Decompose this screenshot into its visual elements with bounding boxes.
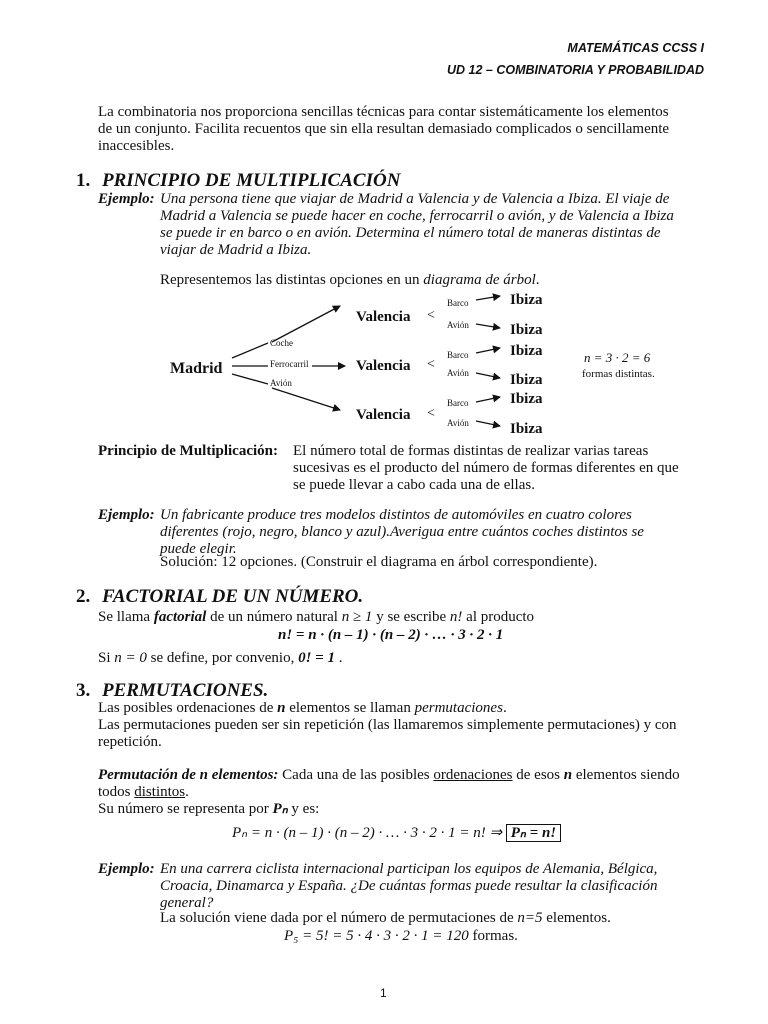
intro-line-2: de un conjunto. Facilita recuentos que sin ella resultan demasiado complicados o sencillamente <box>98 121 670 137</box>
tree-branch-coche: Coche <box>270 338 293 348</box>
tree-leaf-barco-2: Barco <box>447 350 469 360</box>
factorial-definition <box>98 609 534 625</box>
permutations-types-line-1: Las permutaciones pueden ser sin repetición (las llamaremos simplemente permutaciones) y con <box>98 717 677 733</box>
factorial-conv-text-3: . <box>334 650 343 666</box>
permutation-definition-line-1 <box>98 767 680 783</box>
tree-node-valencia-1: Valencia <box>356 309 411 325</box>
permutation-definition-line-2 <box>98 784 189 800</box>
example-2-line-3: puede elegir. <box>160 541 237 557</box>
factorial-formula: n! = n · (n – 1) · (n – 2) · … · 3 · 2 · 1 <box>278 627 504 643</box>
perm-intro-n: n <box>277 700 286 716</box>
factorial-conv-text-1: Si <box>98 650 115 666</box>
perm-def-text-5: . <box>185 784 189 800</box>
tree-intro-text: Representemos las distintas opciones en un <box>160 272 424 288</box>
permutation-notation <box>98 801 319 817</box>
header-unit: UD 12 – COMBINATORIA Y PROBABILIDAD <box>447 63 704 77</box>
section-3-title: PERMUTACIONES. <box>102 680 269 701</box>
example-3-line-2: Croacia, Dinamarca y España. ¿De cuántas formas puede resultar la clasificación <box>160 878 658 894</box>
factorial-conv-value: 0! = 1 <box>298 650 335 666</box>
factorial-conv-condition: n = 0 <box>114 650 147 666</box>
section-3-number: 3. <box>76 680 91 701</box>
perm-notation-end: y es: <box>287 801 320 817</box>
perm-def-text-2: de esos <box>512 767 564 783</box>
perm-intro-text-1: Las posibles ordenaciones de <box>98 700 278 716</box>
example-3-line-3: general? <box>160 895 214 911</box>
example-3-sol-end: elementos. <box>542 910 611 926</box>
section-2-heading <box>76 586 363 608</box>
tree-leaf-avion-1: Avión <box>447 320 469 330</box>
tree-leaf-ibiza-4: Ibiza <box>510 372 543 388</box>
permutations-intro <box>98 700 507 716</box>
perm-def-n: n <box>563 767 573 783</box>
example-3-line-1: En una carrera ciclista internacional participan los equipos de Alemania, Bélgica, <box>160 861 658 877</box>
tree-leaf-avion-2: Avión <box>447 368 469 378</box>
perm-intro-term: permutaciones <box>414 700 503 716</box>
example-1-line-2: Madrid a Valencia se puede hacer en coche, ferrocarril o avión, y de Valencia a Ibiza <box>160 208 674 224</box>
perm-def-text-1: Cada una de las posibles <box>278 767 434 783</box>
intro-line-1: La combinatoria nos proporciona sencillas técnicas para contar sistemáticamente los elementos <box>98 104 669 120</box>
tree-leaf-ibiza-6: Ibiza <box>510 421 543 437</box>
tree-node-valencia-3: Valencia <box>356 407 411 423</box>
perm-intro-text-3: . <box>502 700 507 716</box>
permutation-formula <box>232 823 561 842</box>
factorial-conv-text-2: se define, por convenio, <box>146 650 299 666</box>
example-1-line-3: se puede ir en barco o en avión. Determina el número total de maneras distintas de <box>160 225 661 241</box>
section-1-title: PRINCIPIO DE MULTIPLICACIÓN <box>102 170 401 191</box>
example-3-sol-n: n=5 <box>517 910 543 926</box>
section-2-number: 2. <box>76 586 91 607</box>
tree-leaf-ibiza-5: Ibiza <box>510 391 543 407</box>
example-3-sol-text: La solución viene dada por el número de permutaciones de <box>160 910 518 926</box>
factorial-def-text-2: de un número natural <box>206 609 342 625</box>
example-2-line-2: diferentes (rojo, negro, blanco y azul).Averigua entre cuántos coches distintos se <box>160 524 644 540</box>
tree-leaf-ibiza-2: Ibiza <box>510 322 543 338</box>
perm-formula-boxed: Pₙ = n! <box>506 824 561 842</box>
tree-node-valencia-2: Valencia <box>356 358 411 374</box>
page-number: 1 <box>380 986 387 1000</box>
factorial-def-term: factorial <box>153 609 207 625</box>
tree-intro-emphasis: diagrama de árbol <box>423 272 536 288</box>
example-2-line-1: Un fabricante produce tres modelos distintos de automóviles en cuatro colores <box>160 507 632 523</box>
tree-brace-3: < <box>427 406 435 421</box>
tree-leaf-barco-1: Barco <box>447 298 469 308</box>
factorial-def-text-1: Se llama <box>98 609 154 625</box>
factorial-def-text-4: al producto <box>462 609 535 625</box>
tree-leaf-barco-3: Barco <box>447 398 469 408</box>
section-3-heading <box>76 680 268 702</box>
example-3-formula <box>284 928 518 945</box>
tree-root-madrid: Madrid <box>170 360 223 377</box>
tree-formula-note: formas distintas. <box>582 368 655 380</box>
tree-brace-2: < <box>427 357 435 372</box>
perm-def-text-4: todos <box>98 784 135 800</box>
section-1-number: 1. <box>76 170 91 191</box>
example-1-line-4: viajar de Madrid a Ibiza. <box>160 242 312 258</box>
example-3-formula-unit: formas. <box>468 928 518 944</box>
factorial-def-symbol: n! <box>449 609 463 625</box>
tree-intro-end: . <box>535 272 540 288</box>
example-1-line-1: Una persona tiene que viajar de Madrid a Valencia y de Valencia a Ibiza. El viaje de <box>160 191 670 207</box>
perm-formula-main: Pₙ = n · (n – 1) · (n – 2) · … · 3 · 2 · 1 = n! ⇒ <box>232 825 503 841</box>
tree-leaf-ibiza-1: Ibiza <box>510 292 543 308</box>
tree-leaf-avion-3: Avión <box>447 418 469 428</box>
tree-branch-avion: Avión <box>270 378 292 388</box>
perm-def-label: Permutación de n elementos: <box>98 767 279 783</box>
perm-intro-text-2: elementos se llaman <box>285 700 415 716</box>
principle-label: Principio de Multiplicación: <box>98 443 278 459</box>
tree-formula: n = 3 · 2 = 6 <box>584 350 651 365</box>
perm-def-underlined-2: distintos <box>134 784 186 800</box>
example-3-label: Ejemplo: <box>98 861 155 877</box>
factorial-def-text-3: y se escribe <box>372 609 450 625</box>
perm-notation-symbol: Pₙ <box>272 801 288 817</box>
example-2-label: Ejemplo: <box>98 507 155 523</box>
tree-brace-1: < <box>427 308 435 323</box>
example-3-solution <box>160 910 611 926</box>
example-2-solution: Solución: 12 opciones. (Construir el diagrama en árbol correspondiente). <box>160 554 598 570</box>
factorial-convention <box>98 650 342 666</box>
example-3-formula-main: P₅ = 5! = 5 · 4 · 3 · 2 · 1 = 120 <box>284 928 469 944</box>
permutations-types-line-2: repetición. <box>98 734 162 750</box>
intro-line-3: inaccesibles. <box>98 138 175 154</box>
principle-line-1: El número total de formas distintas de realizar varias tareas <box>293 443 649 459</box>
tree-branch-ferrocarril: Ferrocarril <box>270 359 309 369</box>
section-2-title: FACTORIAL DE UN NÚMERO. <box>102 586 364 607</box>
tree-leaf-ibiza-3: Ibiza <box>510 343 543 359</box>
principle-line-3: se puede llevar a cabo cada una de ellas. <box>293 477 535 493</box>
example-1-label: Ejemplo: <box>98 191 155 207</box>
perm-def-underlined-1: ordenaciones <box>433 767 513 783</box>
perm-def-text-3: elementos siendo <box>572 767 680 783</box>
header-subject: MATEMÁTICAS CCSS I <box>567 41 704 55</box>
principle-line-2: sucesivas es el producto del número de formas diferentes en que <box>293 460 679 476</box>
factorial-def-condition: n ≥ 1 <box>341 609 373 625</box>
perm-notation-text: Su número se representa por <box>98 801 273 817</box>
